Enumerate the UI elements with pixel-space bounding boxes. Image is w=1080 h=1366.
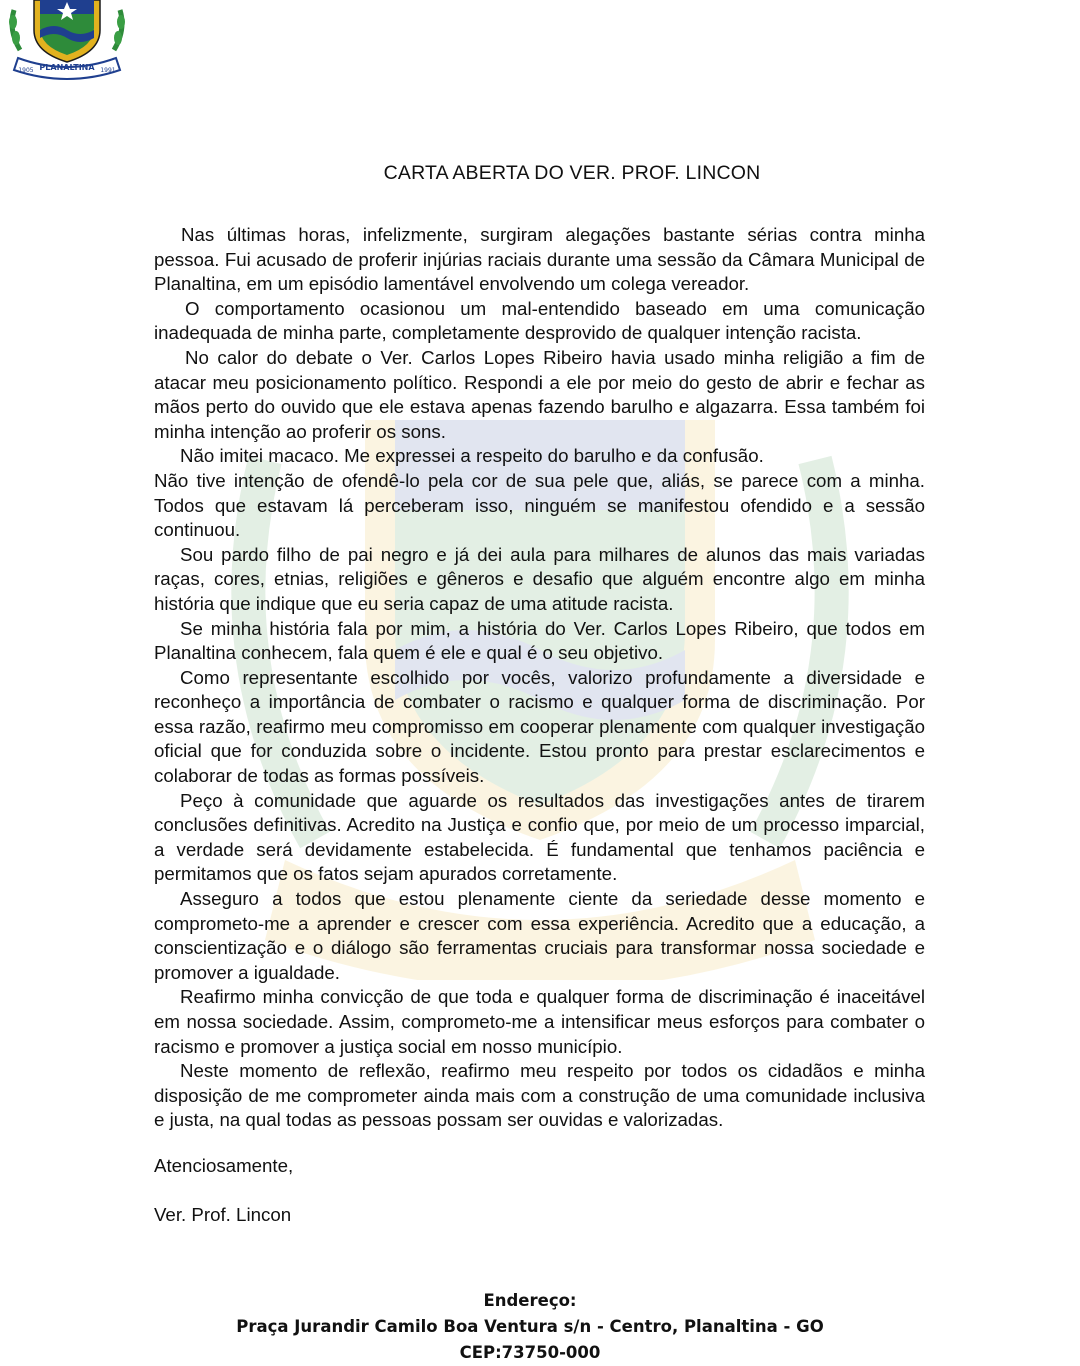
paragraph-10: Asseguro a todos que estou plenamente ciente da seriedade desse momento e comprometo-me a aprender e crescer com essa experiência. Acredito que a educação, a conscientização e o diálogo são ferramentas cruciais para transformar nossa sociedade e promover a igualdade. bbox=[154, 888, 925, 983]
footer-address-label: Endereço: bbox=[483, 1291, 577, 1310]
paragraph-9: Peço à comunidade que aguarde os resultados das investigações antes de tirarem conclusões definitivas. Acredito na Justiça e confio que, por meio de um processo imparcial, a verdade será devidamente estabelecida. É fundamental que tenhamos paciência e permitamos que os fatos sejam apurados corretamente. bbox=[154, 789, 925, 885]
paragraph-5: Não tive intenção de ofendê-lo pela cor de sua pele que, aliás, se parece com a minha. Todos que estavam lá perceberam isso, ninguém se manifestou ofendido e a sessão continuou. bbox=[154, 469, 925, 541]
paragraph-8: Como representante escolhido por vocês, valorizo profundamente a diversidade e reconheço a importância de combater o racismo e qualquer forma de discriminação. Por essa razão, reafirmo meu compromisso em cooperar plenamente com qualquer investigação oficial que for conduzida sobre o incidente. Estou pronto para prestar esclarecimentos e colaborar de todas as formas possíveis. bbox=[154, 666, 925, 787]
paragraph-11: Reafirmo minha convicção de que toda e qualquer forma de discriminação é inaceitável em nossa sociedade. Assim, comprometo-me a intensificar meus esforços para combater o racismo e promover a justiça social em nosso município. bbox=[154, 986, 925, 1057]
emblem-year-left: 1905 bbox=[18, 67, 34, 74]
signature: Ver. Prof. Lincon bbox=[154, 1204, 292, 1225]
paragraph-4: Não imitei macaco. Me expressei a respeito do barulho e da confusão. bbox=[180, 445, 764, 467]
emblem-year-right: 1991 bbox=[100, 67, 116, 74]
footer-address-block bbox=[0, 1288, 1060, 1366]
paragraph-3: No calor do debate o Ver. Carlos Lopes Ribeiro havia usado minha religião a fim de atacar meu posicionamento político. Respondi a ele por meio do gesto de abrir e fechar as mãos perto do ouvido que ele estava apenas fazendo barulho e algazarra. Essa também foi minha intenção ao proferir os sons. bbox=[154, 346, 925, 442]
paragraph-7: Se minha história fala por mim, a história do Ver. Carlos Lopes Ribeiro, que todos em Planaltina conhecem, fala quem é ele e qual é o seu objetivo. bbox=[154, 617, 925, 664]
footer-address: Praça Jurandir Camilo Boa Ventura s/n - Centro, Planaltina - GO bbox=[236, 1317, 824, 1336]
closing-salutation: Atenciosamente, bbox=[154, 1155, 294, 1176]
letter-body bbox=[154, 223, 925, 1133]
paragraph-1: Nas últimas horas, infelizmente, surgiram alegações bastante sérias contra minha pessoa. Fui acusado de proferir injúrias raciais durante uma sessão da Câmara Municipal de Planaltina, em um episódio lamentável envolvendo um colega vereador. bbox=[154, 224, 925, 295]
emblem-city-name: PLANALTINA bbox=[39, 63, 95, 72]
paragraph-2: O comportamento ocasionou um mal-entendido baseado em uma comunicação inadequada de minha parte, completamente desprovido de qualquer intenção racista. bbox=[154, 297, 925, 344]
letter-title: CARTA ABERTA DO VER. PROF. LINCON bbox=[383, 162, 761, 184]
paragraph-6: Sou pardo filho de pai negro e já dei aula para milhares de alunos das mais variadas raças, cores, etnias, religiões e gêneros e desafio que alguém encontre algo em minha história que indique que eu seria capaz de uma atitude racista. bbox=[154, 543, 925, 614]
paragraph-12: Neste momento de reflexão, reafirmo meu respeito por todos os cidadãos e minha disposição de me comprometer ainda mais com a construção de uma comunidade inclusiva e justa, na qual todas as pessoas possam ser ouvidas e valorizadas. bbox=[154, 1060, 925, 1131]
footer-cep: CEP:73750-000 bbox=[459, 1343, 601, 1362]
planaltina-emblem-logo bbox=[4, 0, 130, 82]
